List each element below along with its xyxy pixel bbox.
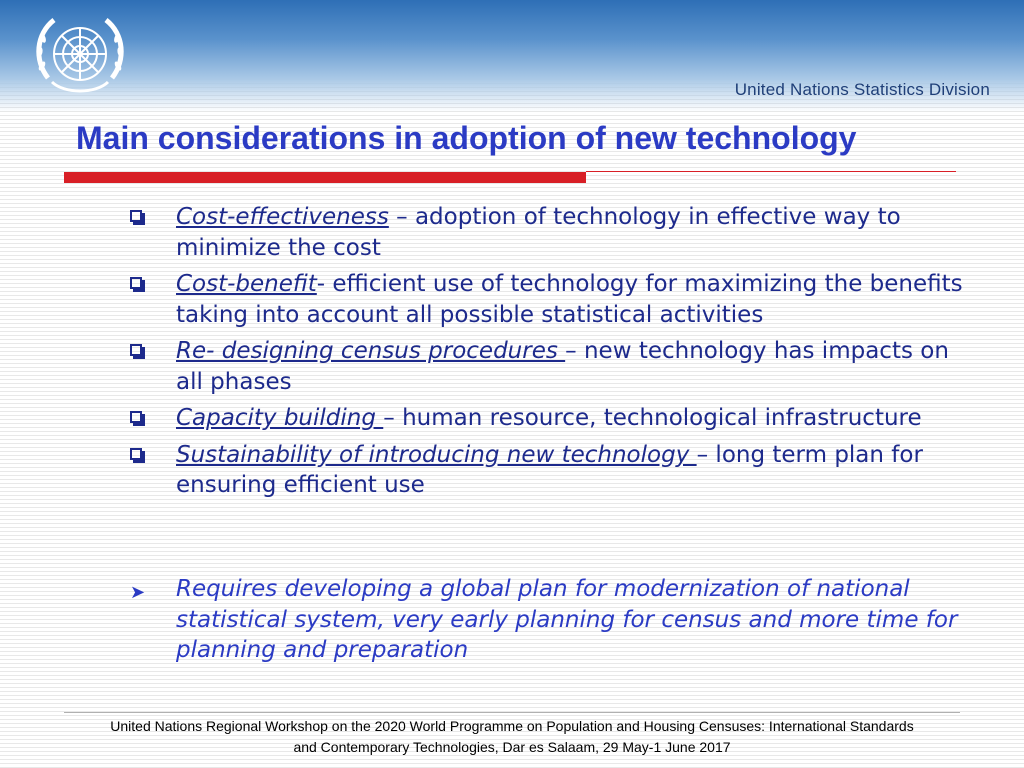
checkbox-bullet-icon xyxy=(130,448,142,460)
bullet-term: Cost-benefit xyxy=(176,271,317,297)
bullet-text: – adoption of technology in effective way to minimize the cost xyxy=(176,204,901,261)
requires-text: Requires developing a global plan for modernization of national statistical system, very early planning for census and more time for planning and preparation xyxy=(176,576,958,663)
list-item xyxy=(126,269,966,330)
list-item xyxy=(126,403,966,434)
footer-divider xyxy=(64,712,960,713)
footer-line-1: United Nations Regional Workshop on the 2020 World Programme on Population and Housing Censuses: International Standards xyxy=(110,718,914,734)
bullet-term: Capacity building xyxy=(176,405,384,431)
bullet-text: – long term plan for ensuring efficient use xyxy=(176,441,923,498)
bullet-term: Re- designing census procedures xyxy=(176,338,566,364)
checkbox-bullet-icon xyxy=(130,344,142,356)
checkbox-bullet-icon xyxy=(130,277,142,289)
considerations-list xyxy=(126,202,966,507)
bullet-text: – human resource, technological infrastructure xyxy=(383,405,922,431)
checkbox-bullet-icon xyxy=(130,411,142,423)
title-underline-bar xyxy=(64,172,586,183)
list-item xyxy=(126,336,966,397)
list-item xyxy=(126,202,966,263)
checkbox-bullet-icon xyxy=(130,210,142,222)
requires-note xyxy=(126,574,966,666)
division-name: United Nations Statistics Division xyxy=(734,80,990,99)
bullet-text: – new technology has impacts on all phases xyxy=(176,338,949,395)
un-emblem-icon xyxy=(28,8,132,104)
title-underline-rule xyxy=(586,171,956,172)
footer-line-2: and Contemporary Technologies, Dar es Salaam, 29 May-1 June 2017 xyxy=(293,739,731,755)
footer xyxy=(40,716,984,758)
arrow-bullet-icon: ➤ xyxy=(130,582,146,603)
slide-title: Main considerations in adoption of new technology xyxy=(76,120,857,156)
bullet-text: - efficient use of technology for maximizing the benefits taking into account all possible statistical activities xyxy=(176,271,963,328)
bullet-term: Cost-effectiveness xyxy=(176,204,389,230)
bullet-term: Sustainability of introducing new technology xyxy=(176,441,697,468)
list-item xyxy=(126,440,966,501)
header-banner xyxy=(0,0,1024,112)
